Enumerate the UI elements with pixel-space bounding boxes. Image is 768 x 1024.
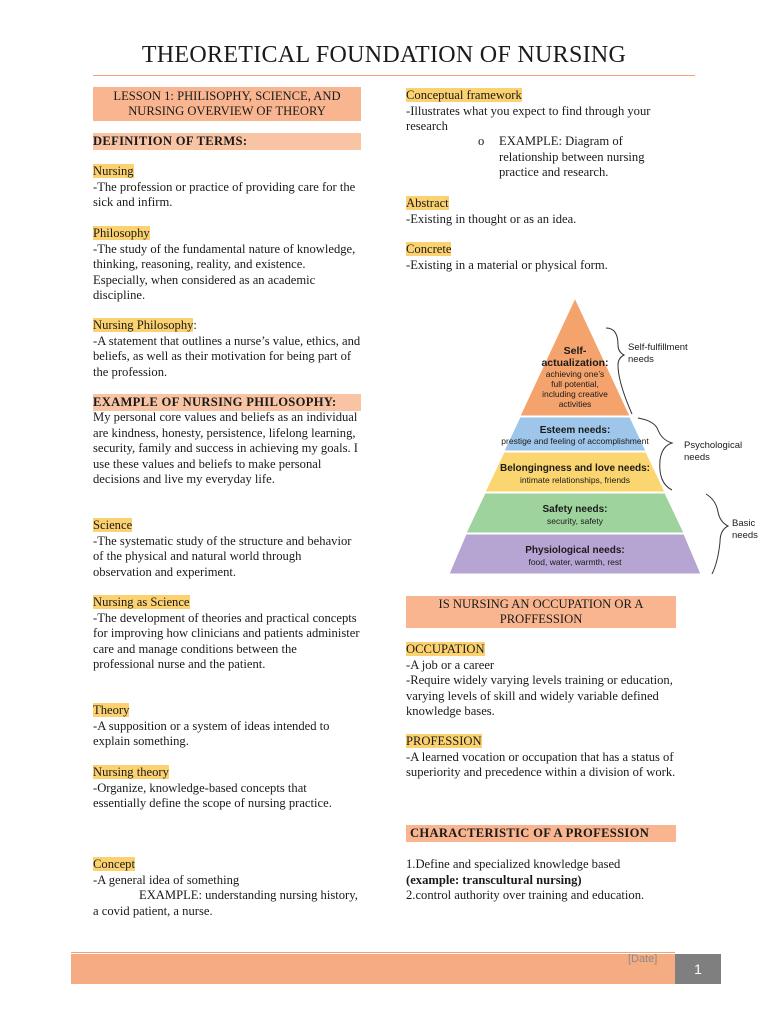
term-definition: -A supposition or a system of ideas intended to explain something. [93, 718, 330, 749]
term-definition: -Existing in thought or as an idea. [406, 211, 577, 226]
term-label: Nursing as Science [93, 595, 190, 609]
term-nursing-theory [93, 765, 361, 812]
framework-example: EXAMPLE: Diagram of relationship between nursing practice and research. [499, 134, 645, 180]
occupation-question-box [406, 596, 676, 628]
term-abstract [406, 196, 678, 227]
term-definition: -Illustrates what you expect to find through your research [406, 103, 651, 134]
page-number: 1 [675, 954, 721, 984]
example-heading: EXAMPLE OF NURSING PHILOSOPHY: [93, 395, 337, 409]
occupation-question: IS NURSING AN OCCUPATION OR A PROFFESSION [438, 597, 644, 626]
esteem-sub: prestige and feeling of accomplishment [501, 436, 649, 446]
term-definition: -A statement that outlines a nurse’s value, ethics, and beliefs, as well as their motivation for being part of the profession. [93, 333, 361, 379]
term-definition: -The profession or practice of providing care for the sick and infirm. [93, 179, 356, 210]
term-label: Nursing theory [93, 765, 169, 779]
term-definition: -A general idea of something [93, 872, 240, 887]
characteristic-heading: CHARACTERISTIC OF A PROFESSION [410, 826, 650, 840]
characteristic-list [406, 857, 678, 904]
esteem-title: Esteem needs: [539, 425, 611, 436]
bullet-marker: o [478, 134, 485, 148]
term-definition: -The study of the fundamental nature of knowledge, thinking, reasoning, reality, and existence. Especially, when considered as an academic discipline. [93, 241, 356, 303]
term-definition: -A learned vocation or occupation that has a status of superiority and precedence within a division of work. [406, 749, 676, 780]
maslow-pyramid [410, 290, 760, 580]
characteristic-item-2: 2.control authority over training and education. [406, 888, 645, 903]
safety-sub: security, safety [546, 516, 604, 526]
lesson-heading: LESSON 1: PHILISOPHY, SCIENCE, AND NURSING OVERVIEW OF THEORY [113, 89, 341, 118]
concept-example: EXAMPLE: understanding nursing history, a covid patient, a nurse. [93, 888, 358, 918]
term-label: Nursing Philosophy [93, 318, 194, 332]
term-label: PROFESSION [406, 734, 482, 748]
term-definition: -Existing in a material or physical form. [406, 257, 608, 272]
term-colon: : [193, 318, 197, 332]
footer-bar [71, 954, 675, 984]
brace-psych-label-1: Psychological [684, 440, 743, 451]
term-profession [406, 734, 678, 781]
definitions-heading: DEFINITION OF TERMS: [93, 134, 248, 148]
term-label: OCCUPATION [406, 642, 485, 656]
physio-sub: food, water, warmth, rest [528, 557, 622, 567]
page-title: THEORETICAL FOUNDATION OF NURSING [141, 42, 627, 68]
characteristic-item-1: 1.Define and specialized knowledge based [406, 857, 621, 871]
term-label: Nursing [93, 164, 134, 178]
term-theory [93, 703, 361, 750]
example-philosophy-text: My personal core values and beliefs as an individual are kindness, honesty, persistence, lifelong learning, security, family and success in achieving my goals. I use these values and beliefs to make personal decisions and live my everyday life. [93, 410, 358, 487]
footer-date: [Date] [628, 953, 658, 965]
self-title-1: Self- [563, 345, 587, 357]
term-concept [93, 857, 361, 919]
self-sub-4: activities [558, 399, 592, 409]
term-label: Concept [93, 857, 135, 871]
safety-title: Safety needs: [542, 504, 608, 515]
term-label: Theory [93, 703, 130, 717]
characteristic-item-1-example: (example: transcultural nursing) [406, 872, 582, 887]
term-label: Philosophy [93, 226, 150, 240]
term-nursing [93, 164, 361, 211]
term-nursing-philosophy [93, 318, 361, 380]
term-nursing-science [93, 595, 361, 673]
term-occupation [406, 642, 678, 720]
self-title-2: actualization: [541, 357, 609, 369]
term-definition: -A job or a career [406, 657, 495, 672]
self-sub-3: including creative [542, 389, 608, 399]
brace-basic-label-1: Basic [732, 518, 756, 529]
term-science [93, 518, 361, 580]
term-label: Concrete [406, 242, 452, 256]
term-concrete [406, 242, 678, 273]
belong-title: Belongingness and love needs: [499, 463, 651, 474]
term-label: Conceptual framework [406, 88, 522, 102]
self-sub-2: full potential, [551, 379, 599, 389]
physio-title: Physiological needs: [525, 545, 625, 556]
footer-divider [71, 952, 675, 953]
term-label: Science [93, 518, 133, 532]
lesson-heading-box [93, 87, 361, 121]
term-philosophy [93, 226, 361, 304]
brace-self-label-1: Self-fulfillment [628, 342, 688, 353]
term-definition: -Organize, knowledge-based concepts that essentially define the scope of nursing practice. [93, 780, 332, 811]
brace-self-label-2: needs [628, 354, 654, 365]
brace-psych-label-2: needs [684, 452, 710, 463]
title-divider [93, 75, 695, 76]
belong-sub: intimate relationships, friends [519, 475, 631, 485]
term-conceptual-framework [406, 88, 678, 135]
term-definition-2: -Require widely varying levels training or education, varying levels of skill and widely variable defined knowledge bases. [406, 673, 673, 719]
term-definition: -The systematic study of the structure and behavior of the physical and natural world through observation and experiment. [93, 533, 352, 579]
brace-basic-label-2: needs [732, 530, 758, 541]
term-label: Abstract [406, 196, 449, 210]
self-sub-1: achieving one’s [545, 369, 605, 379]
term-definition: -The development of theories and practical concepts for improving how clinicians and patients administer care and manage conditions between the professional nurse and the patient. [93, 610, 360, 672]
